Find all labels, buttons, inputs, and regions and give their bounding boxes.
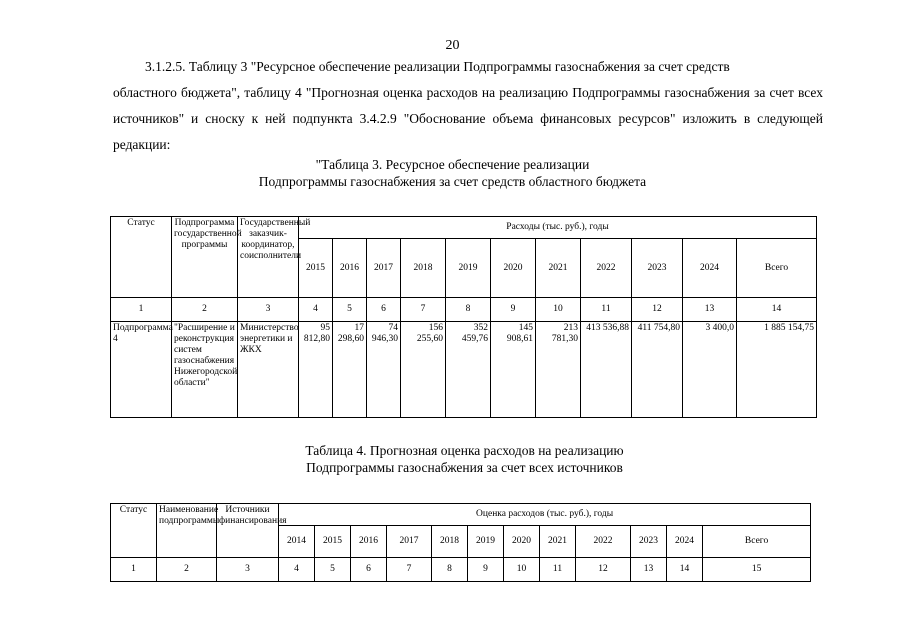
table4-year-header: 2024 <box>667 526 703 558</box>
table3-header-status: Статус <box>111 217 172 298</box>
table3-year-header: 2023 <box>632 239 683 298</box>
page-number: 20 <box>445 38 460 53</box>
table3-total-cell: 1 885 154,75 <box>737 322 817 418</box>
table3-caption-line1: "Таблица 3. Ресурсное обеспечение реализации <box>315 157 590 172</box>
table3-year-header: 2016 <box>333 239 367 298</box>
table4-column-number: 5 <box>315 558 351 582</box>
table4-header-status: Статус <box>111 504 157 558</box>
table3-column-number: 4 <box>299 298 333 322</box>
table4-caption-line1: Таблица 4. Прогнозная оценка расходов на реализацию <box>305 443 624 458</box>
table4-column-number: 14 <box>667 558 703 582</box>
table4-year-header: 2014 <box>279 526 315 558</box>
table3-caption <box>0 156 905 190</box>
table3-column-number: 11 <box>581 298 632 322</box>
table4-caption <box>12 442 917 476</box>
table4-column-number: 10 <box>504 558 540 582</box>
table3-year-header: 2019 <box>446 239 491 298</box>
table4-column-number: 3 <box>217 558 279 582</box>
table3-column-number: 12 <box>632 298 683 322</box>
table3-column-number: 7 <box>401 298 446 322</box>
table4-column-number: 9 <box>468 558 504 582</box>
table4-year-header: 2016 <box>351 526 387 558</box>
table4-column-number: 13 <box>631 558 667 582</box>
table4-header-name: Наименование подпрограммы <box>157 504 217 558</box>
table4-column-number: 12 <box>576 558 631 582</box>
table4-header-sources: Источники финансирования <box>217 504 279 558</box>
table4-column-number: 6 <box>351 558 387 582</box>
table4-year-header: 2021 <box>540 526 576 558</box>
table4-column-number: 7 <box>387 558 432 582</box>
table4-column-number: 8 <box>432 558 468 582</box>
table3-column-number: 14 <box>737 298 817 322</box>
table3-header-expenses: Расходы (тыс. руб.), годы <box>299 217 817 239</box>
table3 <box>110 216 817 418</box>
table4-year-header: 2018 <box>432 526 468 558</box>
table3-caption-line2: Подпрограммы газоснабжения за счет средств областного бюджета <box>258 174 647 189</box>
table3-year-header: 2021 <box>536 239 581 298</box>
intro-line: за счет всех источников" и сноску к ней подпункта 3.4.2.9 "Обоснование объема финансовых ресурсов" изложить <box>113 85 823 126</box>
table3-column-number: 3 <box>238 298 299 322</box>
table3-column-number: 9 <box>491 298 536 322</box>
table3-value-cell: 145 908,61 <box>491 322 536 418</box>
table3-column-number: 8 <box>446 298 491 322</box>
table3-value-cell: 156 255,60 <box>401 322 446 418</box>
table3-total-header: Всего <box>737 239 817 298</box>
intro-line: 3.1.2.5. Таблицу 3 "Ресурсное обеспечение реализации Подпрограммы газоснабжения за счет средств <box>145 59 730 74</box>
table3-year-header: 2020 <box>491 239 536 298</box>
table4-year-header: 2020 <box>504 526 540 558</box>
table3-value-cell: 17 298,60 <box>333 322 367 418</box>
table3-column-number: 1 <box>111 298 172 322</box>
table4-year-header: 2022 <box>576 526 631 558</box>
table4-column-number: 11 <box>540 558 576 582</box>
intro-line: областного бюджета", таблицу 4 "Прогнозная оценка расходов на реализацию Подпрограммы газоснабжения <box>113 85 750 100</box>
table4-column-number: 1 <box>111 558 157 582</box>
table3-subprogram-cell: "Расширение и реконструкция систем газоснабжения Нижегородской области" <box>172 322 238 418</box>
table3-year-header: 2024 <box>683 239 737 298</box>
table4-column-number: 4 <box>279 558 315 582</box>
table4-year-header: 2017 <box>387 526 432 558</box>
table3-year-header: 2022 <box>581 239 632 298</box>
intro-paragraph <box>113 54 823 158</box>
table4-caption-line2: Подпрограммы газоснабжения за счет всех источников <box>306 460 623 475</box>
table3-header-subprogram: Подпрограмма государственной программы <box>172 217 238 298</box>
table3-coordinator-cell: Министерство энергетики и ЖКХ <box>238 322 299 418</box>
table3-year-header: 2015 <box>299 239 333 298</box>
table3-value-cell: 3 400,0 <box>683 322 737 418</box>
table3-value-cell: 95 812,80 <box>299 322 333 418</box>
table3-value-cell: 413 536,88 <box>581 322 632 418</box>
table3-column-number: 6 <box>367 298 401 322</box>
table3-column-number: 10 <box>536 298 581 322</box>
intro-line: в следующей редакции: <box>113 111 824 152</box>
table3-status-cell: Подпрограмма 4 <box>111 322 172 418</box>
table4-year-header: 2023 <box>631 526 667 558</box>
table3-header-coordinator: Государственный заказчик-координатор, соисполнители <box>238 217 299 298</box>
table3-column-number: 13 <box>683 298 737 322</box>
table3-value-cell: 411 754,80 <box>632 322 683 418</box>
table4-total-header: Всего <box>703 526 811 558</box>
table3-year-header: 2018 <box>401 239 446 298</box>
table3-column-number: 5 <box>333 298 367 322</box>
table3-column-number: 2 <box>172 298 238 322</box>
table3-value-cell: 213 781,30 <box>536 322 581 418</box>
table4-year-header: 2015 <box>315 526 351 558</box>
table4 <box>110 503 811 582</box>
table3-value-cell: 352 459,76 <box>446 322 491 418</box>
table4-column-number: 15 <box>703 558 811 582</box>
table4-year-header: 2019 <box>468 526 504 558</box>
table4-column-number: 2 <box>157 558 217 582</box>
table3-value-cell: 74 946,30 <box>367 322 401 418</box>
table3-year-header: 2017 <box>367 239 401 298</box>
table4-header-estimate: Оценка расходов (тыс. руб.), годы <box>279 504 811 526</box>
